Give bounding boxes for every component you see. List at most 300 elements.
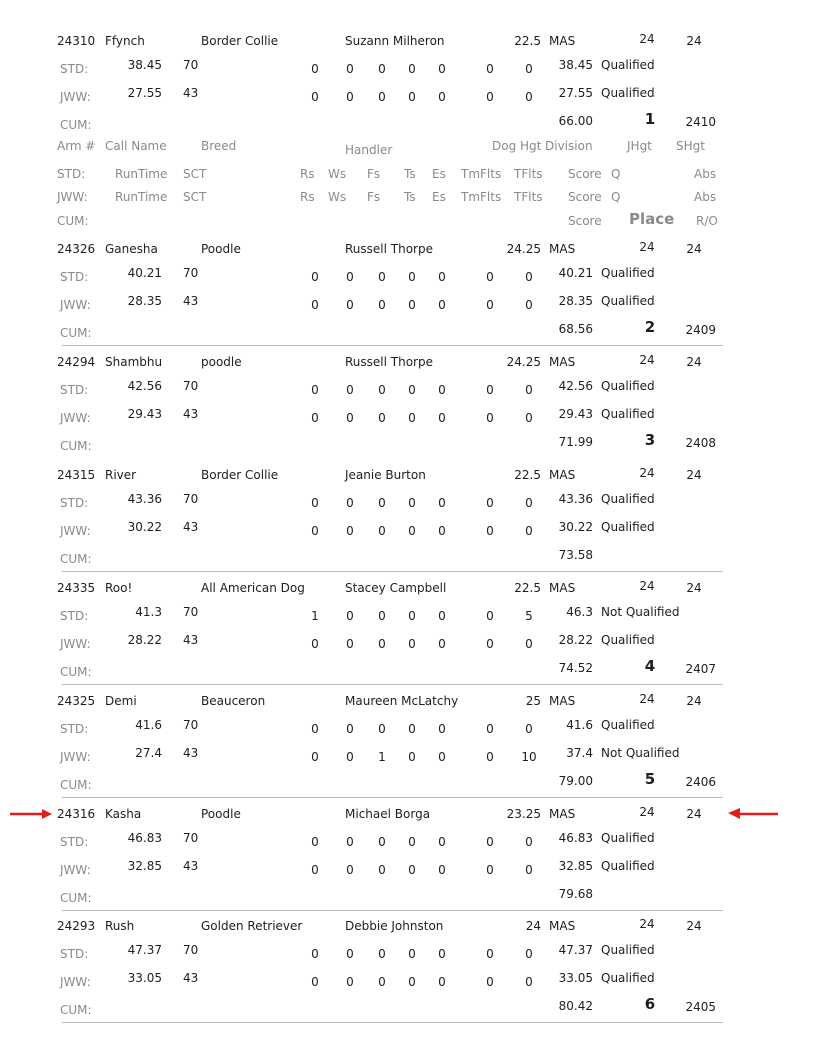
header-cum-label: CUM: — [57, 214, 89, 228]
jww-total-faults: 0 — [525, 637, 533, 651]
entry-handler: Maureen McLatchy — [345, 694, 459, 708]
row-label-jww: JWW: — [60, 750, 91, 764]
jww-wrong-courses: 0 — [346, 411, 354, 425]
header-score-jww: Score — [568, 190, 602, 204]
jww-eliminations: 0 — [438, 524, 446, 538]
entry-handler: Russell Thorpe — [345, 355, 433, 369]
jww-table-faults: 0 — [408, 750, 416, 764]
std-faults: 0 — [378, 383, 386, 397]
entry-breed: All American Dog — [201, 581, 305, 595]
entry-divider — [62, 1022, 723, 1023]
entry-arm: 24335 — [57, 581, 96, 595]
std-run-time: 41.6 — [135, 718, 162, 732]
entry-call-name: Kasha — [105, 807, 142, 821]
jww-table-faults: 0 — [408, 524, 416, 538]
jww-run-time: 33.05 — [127, 971, 162, 985]
entry-cumulative-score: 80.42 — [558, 999, 593, 1013]
header-fs-jww: Fs — [367, 190, 381, 204]
std-wrong-courses: 0 — [346, 835, 354, 849]
entry-division: MAS — [549, 34, 576, 48]
jww-wrong-courses: 0 — [346, 637, 354, 651]
entry-division: MAS — [549, 807, 576, 821]
jww-qualification: Qualified — [601, 294, 655, 308]
jww-total-faults: 0 — [525, 90, 533, 104]
header-tmflts: TmFlts — [461, 167, 502, 181]
jww-total-faults: 0 — [525, 298, 533, 312]
std-eliminations: 0 — [438, 609, 446, 623]
std-time-faults: 0 — [486, 722, 494, 736]
header-sct-jww: SCT — [183, 190, 207, 204]
entry-shgt: 24 — [686, 919, 702, 933]
jww-time-faults: 0 — [486, 524, 494, 538]
entry-call-name: Roo! — [105, 581, 133, 595]
entry-shgt: 24 — [686, 355, 702, 369]
row-label-std: STD: — [60, 947, 89, 961]
entry-division: MAS — [549, 919, 576, 933]
std-score: 38.45 — [558, 58, 593, 72]
jww-eliminations: 0 — [438, 750, 446, 764]
std-time-faults: 0 — [486, 835, 494, 849]
jww-refusals: 0 — [311, 298, 319, 312]
row-label-cum: CUM: — [60, 778, 92, 792]
jww-eliminations: 0 — [438, 975, 446, 989]
jww-total-faults: 0 — [525, 524, 533, 538]
std-time-faults: 0 — [486, 947, 494, 961]
jww-time-faults: 0 — [486, 975, 494, 989]
header-rs-jww: Rs — [300, 190, 315, 204]
entry-shgt: 24 — [686, 581, 702, 595]
std-table-faults: 0 — [408, 62, 416, 76]
jww-score: 32.85 — [558, 859, 593, 873]
std-refusals: 0 — [311, 835, 319, 849]
jww-total-faults: 0 — [525, 975, 533, 989]
entry-divider — [62, 345, 723, 346]
entry-division: MAS — [549, 355, 576, 369]
jww-score: 28.35 — [558, 294, 593, 308]
jww-time-faults: 0 — [486, 750, 494, 764]
entry-breed: Poodle — [201, 242, 241, 256]
entry-dog-height: 25 — [525, 694, 541, 708]
entry-breed: poodle — [201, 355, 242, 369]
jww-score: 37.4 — [566, 746, 593, 760]
jww-refusals: 0 — [311, 411, 319, 425]
std-qualification: Qualified — [601, 379, 655, 393]
std-refusals: 0 — [311, 947, 319, 961]
entry-run-order: 2406 — [685, 775, 716, 789]
entry-jump-height: 24 — [639, 353, 655, 367]
header-jhgt: JHgt — [627, 139, 652, 153]
entry-cumulative-score: 68.56 — [558, 322, 593, 336]
jww-time-faults: 0 — [486, 298, 494, 312]
std-table-faults: 0 — [408, 270, 416, 284]
row-label-cum: CUM: — [60, 118, 92, 132]
jww-refusals: 0 — [311, 90, 319, 104]
std-run-time: 38.45 — [127, 58, 162, 72]
header-callname: Call Name — [105, 139, 167, 153]
std-wrong-courses: 0 — [346, 722, 354, 736]
left-arrow-icon — [728, 806, 780, 822]
header-jww-label: JWW: — [57, 190, 88, 204]
entry-dog-height: 22.5 — [514, 34, 541, 48]
std-wrong-courses: 0 — [346, 947, 354, 961]
jww-table-faults: 0 — [408, 90, 416, 104]
jww-sct: 43 — [183, 971, 199, 985]
entry-handler: Debbie Johnston — [345, 919, 444, 933]
std-qualification: Qualified — [601, 492, 655, 506]
std-sct: 70 — [183, 718, 199, 732]
jww-faults: 0 — [378, 637, 386, 651]
jww-eliminations: 0 — [438, 298, 446, 312]
entry-place: 4 — [644, 657, 656, 675]
entry-call-name: Demi — [105, 694, 137, 708]
std-qualification: Qualified — [601, 718, 655, 732]
jww-qualification: Qualified — [601, 520, 655, 534]
std-faults: 0 — [378, 496, 386, 510]
std-sct: 70 — [183, 58, 199, 72]
std-eliminations: 0 — [438, 62, 446, 76]
std-refusals: 1 — [311, 609, 319, 623]
entry-call-name: River — [105, 468, 137, 482]
entry-dog-height: 22.5 — [514, 581, 541, 595]
row-label-jww: JWW: — [60, 863, 91, 877]
row-label-jww: JWW: — [60, 90, 91, 104]
std-sct: 70 — [183, 379, 199, 393]
jww-table-faults: 0 — [408, 298, 416, 312]
jww-run-time: 30.22 — [127, 520, 162, 534]
jww-time-faults: 0 — [486, 411, 494, 425]
std-total-faults: 0 — [525, 62, 533, 76]
jww-table-faults: 0 — [408, 975, 416, 989]
jww-eliminations: 0 — [438, 637, 446, 651]
jww-sct: 43 — [183, 294, 199, 308]
std-refusals: 0 — [311, 383, 319, 397]
jww-eliminations: 0 — [438, 90, 446, 104]
std-sct: 70 — [183, 831, 199, 845]
row-label-cum: CUM: — [60, 891, 92, 905]
row-label-std: STD: — [60, 383, 89, 397]
jww-refusals: 0 — [311, 863, 319, 877]
header-std-label: STD: — [57, 167, 86, 181]
header-es-jww: Es — [432, 190, 446, 204]
std-faults: 0 — [378, 835, 386, 849]
row-label-cum: CUM: — [60, 665, 92, 679]
std-refusals: 0 — [311, 62, 319, 76]
entry-jump-height: 24 — [639, 240, 655, 254]
entry-cumulative-score: 79.00 — [558, 774, 593, 788]
entry-dog-height: 24 — [525, 919, 541, 933]
entry-dog-height: 22.5 — [514, 468, 541, 482]
std-eliminations: 0 — [438, 947, 446, 961]
entry-run-order: 2405 — [685, 1000, 716, 1014]
entry-jump-height: 24 — [639, 579, 655, 593]
header-tflts: TFlts — [514, 167, 543, 181]
entry-jump-height: 24 — [639, 917, 655, 931]
entry-run-order: 2408 — [685, 436, 716, 450]
jww-qualification: Qualified — [601, 86, 655, 100]
entry-cumulative-score: 79.68 — [558, 887, 593, 901]
std-time-faults: 0 — [486, 496, 494, 510]
header-fs: Fs — [367, 167, 381, 181]
header-arm: Arm # — [57, 139, 96, 153]
jww-total-faults: 10 — [521, 750, 537, 764]
row-label-cum: CUM: — [60, 326, 92, 340]
std-faults: 0 — [378, 609, 386, 623]
std-run-time: 46.83 — [127, 831, 162, 845]
jww-refusals: 0 — [311, 975, 319, 989]
entry-place: 5 — [644, 770, 656, 788]
entry-place: 1 — [644, 110, 656, 128]
std-table-faults: 0 — [408, 496, 416, 510]
jww-wrong-courses: 0 — [346, 524, 354, 538]
jww-sct: 43 — [183, 746, 199, 760]
entry-breed: Border Collie — [201, 34, 279, 48]
header-q: Q — [611, 167, 621, 181]
jww-total-faults: 0 — [525, 863, 533, 877]
std-wrong-courses: 0 — [346, 383, 354, 397]
entry-dog-height: 24.25 — [506, 242, 541, 256]
jww-refusals: 0 — [311, 750, 319, 764]
entry-division: MAS — [549, 694, 576, 708]
jww-table-faults: 0 — [408, 637, 416, 651]
jww-run-time: 27.55 — [127, 86, 162, 100]
jww-wrong-courses: 0 — [346, 298, 354, 312]
jww-sct: 43 — [183, 859, 199, 873]
entry-breed: Beauceron — [201, 694, 266, 708]
jww-table-faults: 0 — [408, 411, 416, 425]
header-runtime-jww: RunTime — [115, 190, 168, 204]
std-eliminations: 0 — [438, 496, 446, 510]
std-time-faults: 0 — [486, 383, 494, 397]
std-faults: 0 — [378, 270, 386, 284]
std-table-faults: 0 — [408, 609, 416, 623]
std-total-faults: 0 — [525, 835, 533, 849]
entry-call-name: Ffynch — [105, 34, 145, 48]
std-score: 43.36 — [558, 492, 593, 506]
entry-arm: 24326 — [57, 242, 96, 256]
header-tflts-jww: TFlts — [514, 190, 543, 204]
entry-shgt: 24 — [686, 242, 702, 256]
entry-arm: 24293 — [57, 919, 96, 933]
row-label-cum: CUM: — [60, 439, 92, 453]
entry-division: MAS — [549, 468, 576, 482]
entry-handler: Suzann Milheron — [345, 34, 445, 48]
std-faults: 0 — [378, 947, 386, 961]
std-time-faults: 0 — [486, 270, 494, 284]
entry-shgt: 24 — [686, 694, 702, 708]
entry-breed: Poodle — [201, 807, 241, 821]
entry-run-order: 2409 — [685, 323, 716, 337]
std-eliminations: 0 — [438, 835, 446, 849]
entry-handler: Michael Borga — [345, 807, 431, 821]
std-faults: 0 — [378, 722, 386, 736]
jww-faults: 1 — [378, 750, 386, 764]
jww-wrong-courses: 0 — [346, 750, 354, 764]
std-wrong-courses: 0 — [346, 609, 354, 623]
std-score: 40.21 — [558, 266, 593, 280]
std-time-faults: 0 — [486, 609, 494, 623]
row-label-std: STD: — [60, 722, 89, 736]
entry-jump-height: 24 — [639, 32, 655, 46]
entry-dog-height: 23.25 — [506, 807, 541, 821]
jww-table-faults: 0 — [408, 863, 416, 877]
std-eliminations: 0 — [438, 722, 446, 736]
row-label-std: STD: — [60, 609, 89, 623]
entry-shgt: 24 — [686, 468, 702, 482]
std-total-faults: 0 — [525, 383, 533, 397]
jww-faults: 0 — [378, 298, 386, 312]
std-table-faults: 0 — [408, 722, 416, 736]
entry-cumulative-score: 73.58 — [558, 548, 593, 562]
std-faults: 0 — [378, 62, 386, 76]
header-breed: Breed — [201, 139, 237, 153]
row-label-std: STD: — [60, 496, 89, 510]
entry-arm: 24325 — [57, 694, 96, 708]
jww-qualification: Qualified — [601, 633, 655, 647]
header-ws: Ws — [328, 167, 347, 181]
std-refusals: 0 — [311, 496, 319, 510]
std-eliminations: 0 — [438, 270, 446, 284]
std-score: 41.6 — [566, 718, 593, 732]
jww-total-faults: 0 — [525, 411, 533, 425]
jww-faults: 0 — [378, 524, 386, 538]
jww-qualification: Qualified — [601, 859, 655, 873]
header-division: Division — [545, 139, 593, 153]
entry-division: MAS — [549, 242, 576, 256]
std-qualification: Qualified — [601, 58, 655, 72]
entry-divider — [62, 910, 723, 911]
header-score: Score — [568, 167, 602, 181]
entry-call-name: Ganesha — [105, 242, 158, 256]
std-sct: 70 — [183, 605, 199, 619]
entry-handler: Jeanie Burton — [345, 468, 426, 482]
std-total-faults: 0 — [525, 722, 533, 736]
entry-divider — [62, 684, 723, 685]
entry-shgt: 24 — [686, 807, 702, 821]
std-sct: 70 — [183, 943, 199, 957]
entry-division: MAS — [549, 581, 576, 595]
std-table-faults: 0 — [408, 383, 416, 397]
std-qualification: Qualified — [601, 266, 655, 280]
entry-shgt: 24 — [686, 34, 702, 48]
header-handler: Handler — [345, 143, 393, 157]
row-label-std: STD: — [60, 270, 89, 284]
jww-time-faults: 0 — [486, 637, 494, 651]
jww-qualification: Not Qualified — [601, 746, 680, 760]
jww-wrong-courses: 0 — [346, 863, 354, 877]
row-label-jww: JWW: — [60, 411, 91, 425]
jww-eliminations: 0 — [438, 411, 446, 425]
std-refusals: 0 — [311, 722, 319, 736]
std-score: 46.3 — [566, 605, 593, 619]
header-abs-jww: Abs — [694, 190, 717, 204]
std-sct: 70 — [183, 492, 199, 506]
std-qualification: Qualified — [601, 943, 655, 957]
std-score: 42.56 — [558, 379, 593, 393]
right-arrow-icon — [8, 806, 52, 822]
header-es: Es — [432, 167, 446, 181]
std-table-faults: 0 — [408, 947, 416, 961]
jww-run-time: 28.35 — [127, 294, 162, 308]
std-total-faults: 0 — [525, 496, 533, 510]
entry-cumulative-score: 66.00 — [558, 114, 593, 128]
std-time-faults: 0 — [486, 62, 494, 76]
header-ts-jww: Ts — [404, 190, 416, 204]
row-label-jww: JWW: — [60, 975, 91, 989]
header-ts: Ts — [404, 167, 416, 181]
entry-dog-height: 24.25 — [506, 355, 541, 369]
row-label-cum: CUM: — [60, 552, 92, 566]
std-run-time: 42.56 — [127, 379, 162, 393]
jww-score: 30.22 — [558, 520, 593, 534]
jww-sct: 43 — [183, 86, 199, 100]
jww-qualification: Qualified — [601, 971, 655, 985]
entry-jump-height: 24 — [639, 466, 655, 480]
entry-place: 6 — [644, 995, 656, 1013]
std-wrong-courses: 0 — [346, 62, 354, 76]
header-abs: Abs — [694, 167, 717, 181]
jww-refusals: 0 — [311, 637, 319, 651]
jww-run-time: 27.4 — [135, 746, 162, 760]
jww-score: 27.55 — [558, 86, 593, 100]
std-total-faults: 5 — [525, 609, 533, 623]
jww-score: 33.05 — [558, 971, 593, 985]
jww-faults: 0 — [378, 411, 386, 425]
header-ws-jww: Ws — [328, 190, 347, 204]
entry-arm: 24294 — [57, 355, 96, 369]
header-ro: R/O — [696, 214, 718, 228]
entry-breed: Border Collie — [201, 468, 279, 482]
jww-faults: 0 — [378, 863, 386, 877]
entry-handler: Russell Thorpe — [345, 242, 433, 256]
entry-cumulative-score: 74.52 — [558, 661, 593, 675]
jww-run-time: 29.43 — [127, 407, 162, 421]
std-total-faults: 0 — [525, 947, 533, 961]
entry-cumulative-score: 71.99 — [558, 435, 593, 449]
row-label-std: STD: — [60, 62, 89, 76]
header-place: Place — [629, 210, 675, 228]
std-table-faults: 0 — [408, 835, 416, 849]
header-rs: Rs — [300, 167, 315, 181]
header-sct: SCT — [183, 167, 207, 181]
entry-divider — [62, 797, 723, 798]
jww-faults: 0 — [378, 975, 386, 989]
jww-run-time: 28.22 — [127, 633, 162, 647]
std-qualification: Qualified — [601, 831, 655, 845]
row-label-jww: JWW: — [60, 637, 91, 651]
entry-jump-height: 24 — [639, 805, 655, 819]
header-tmflts-jww: TmFlts — [461, 190, 502, 204]
jww-refusals: 0 — [311, 524, 319, 538]
entry-run-order: 2410 — [685, 115, 716, 129]
header-score-cum: Score — [568, 214, 602, 228]
entry-call-name: Shambhu — [105, 355, 163, 369]
std-run-time: 40.21 — [127, 266, 162, 280]
row-label-cum: CUM: — [60, 1003, 92, 1017]
row-label-std: STD: — [60, 835, 89, 849]
entry-jump-height: 24 — [639, 692, 655, 706]
entry-call-name: Rush — [105, 919, 135, 933]
entry-handler: Stacey Campbell — [345, 581, 447, 595]
std-wrong-courses: 0 — [346, 270, 354, 284]
std-eliminations: 0 — [438, 383, 446, 397]
jww-sct: 43 — [183, 407, 199, 421]
jww-run-time: 32.85 — [127, 859, 162, 873]
std-total-faults: 0 — [525, 270, 533, 284]
std-run-time: 43.36 — [127, 492, 162, 506]
jww-eliminations: 0 — [438, 863, 446, 877]
jww-time-faults: 0 — [486, 90, 494, 104]
jww-faults: 0 — [378, 90, 386, 104]
